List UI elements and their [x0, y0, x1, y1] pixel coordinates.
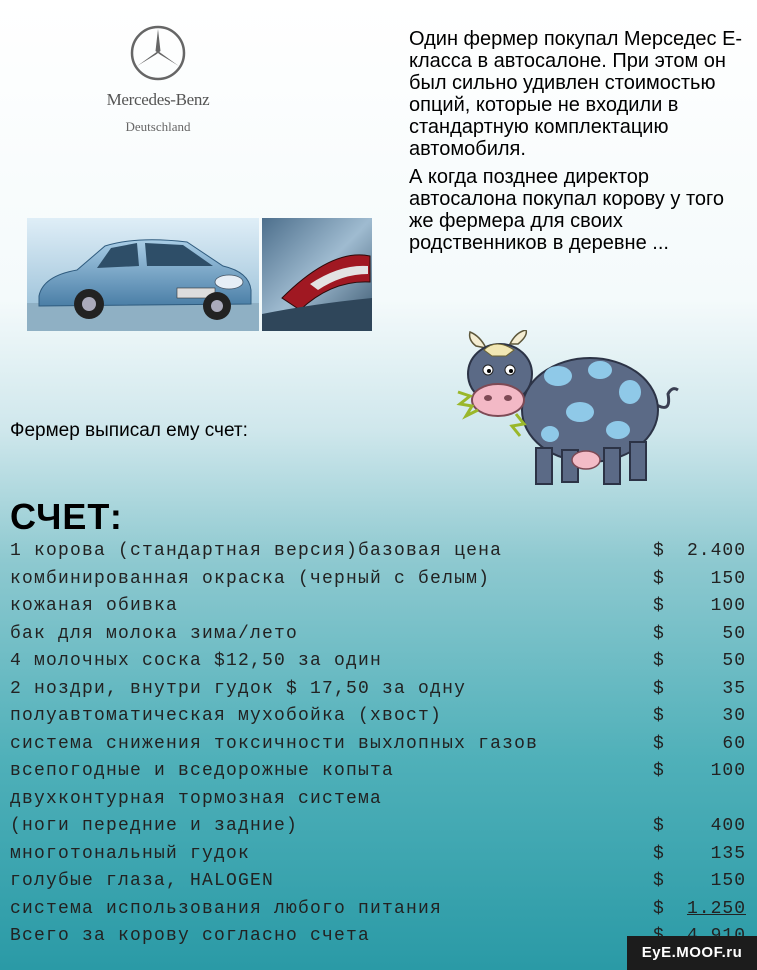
- invoice-currency: $: [653, 898, 666, 919]
- invoice-row: [10, 786, 750, 814]
- car-photos: [27, 218, 372, 331]
- invoice-row: [10, 676, 750, 704]
- taillight-photo: [262, 218, 372, 331]
- invoice-item: бак для молока зима/лето: [10, 623, 299, 644]
- invoice-currency: $: [653, 733, 666, 754]
- invoice-currency: $: [653, 623, 666, 644]
- invoice-currency: $: [653, 871, 666, 891]
- invoice-amount: 100: [710, 596, 746, 616]
- invoice-amount: 2.400: [686, 541, 746, 561]
- invoice-currency: $: [653, 761, 666, 781]
- invoice-currency: $: [653, 651, 666, 671]
- mercedes-logo: [88, 24, 228, 135]
- invoice-title: СЧЕТ:: [10, 496, 123, 537]
- invoice-amount: 1.250: [686, 898, 746, 919]
- invoice-item: 1 корова (стандартная версия)базовая цена: [10, 541, 503, 561]
- invoice-item: полуавтоматическая мухобойка (хвост): [10, 706, 443, 726]
- invoice-item: двухконтурная тормозная система: [10, 788, 383, 809]
- invoice-list: [10, 538, 750, 951]
- invoice-item: система снижения токсичности выхлопных газов: [10, 733, 539, 754]
- car-photo: [27, 218, 259, 331]
- invoice-amount: 35: [722, 678, 746, 699]
- invoice-row: [10, 868, 750, 896]
- invoice-currency: $: [653, 706, 666, 726]
- invoice-currency: $: [653, 843, 666, 864]
- invoice-row: [10, 621, 750, 649]
- invoice-row: [10, 758, 750, 786]
- invoice-currency: $: [653, 678, 666, 699]
- invoice-row: [10, 593, 750, 621]
- invoice-item: многотональный гудок: [10, 843, 251, 864]
- invoice-row: [10, 896, 750, 924]
- watermark: EyE.MOOF.ru: [627, 936, 757, 970]
- invoice-amount: 50: [722, 623, 746, 644]
- invoice-row: [10, 648, 750, 676]
- invoice-amount: 100: [710, 761, 746, 781]
- invoice-item: всепогодные и вседорожные копыта: [10, 761, 395, 781]
- invoice-row: [10, 731, 750, 759]
- invoice-row: [10, 813, 750, 841]
- invoice-amount: 50: [722, 651, 746, 671]
- invoice-row: [10, 703, 750, 731]
- invoice-amount: 150: [710, 871, 746, 891]
- invoice-currency: $: [653, 596, 666, 616]
- invoice-item: Всего за корову согласно счета: [10, 926, 371, 946]
- invoice-item: (ноги передние и задние): [10, 816, 299, 836]
- invoice-item: голубые глаза, HALOGEN: [10, 871, 275, 891]
- invoice-amount: 30: [722, 706, 746, 726]
- invoice-item: кожаная обивка: [10, 596, 179, 616]
- invoice-item: 4 молочных соска $12,50 за один: [10, 651, 383, 671]
- invoice-amount: 135: [710, 843, 746, 864]
- invoice-amount: 60: [722, 733, 746, 754]
- invoice-amount: 150: [710, 568, 746, 589]
- invoice-amount: 400: [710, 816, 746, 836]
- farmer-line: Фермер выписал ему счет:: [10, 420, 248, 441]
- brand-country: Deutschland: [125, 119, 191, 134]
- story-paragraph: Один фермер покупал Мерседес Е-класса в автосалоне. При этом он был сильно удивлен стоимостью опций, которые не входили в стандартную комплектацию автомобиля.: [409, 28, 743, 160]
- invoice-item: система использования любого питания: [10, 898, 443, 919]
- invoice-row: [10, 841, 750, 869]
- mercedes-star-icon: [129, 24, 187, 82]
- brand-name: Mercedes-Benz: [106, 90, 210, 109]
- invoice-currency: $: [653, 568, 666, 589]
- cow-illustration: [440, 330, 680, 500]
- story-paragraph: А когда позднее директор автосалона покупал корову у того же фермера для своих родственников в деревне ...: [409, 166, 725, 254]
- invoice-currency: $: [653, 816, 666, 836]
- story-text: [409, 28, 749, 260]
- invoice-currency: $: [653, 541, 666, 561]
- invoice-item: комбинированная окраска (черный с белым): [10, 568, 491, 589]
- invoice-row: [10, 566, 750, 594]
- invoice-item: 2 ноздри, внутри гудок $ 17,50 за одну: [10, 678, 467, 699]
- invoice-row: [10, 538, 750, 566]
